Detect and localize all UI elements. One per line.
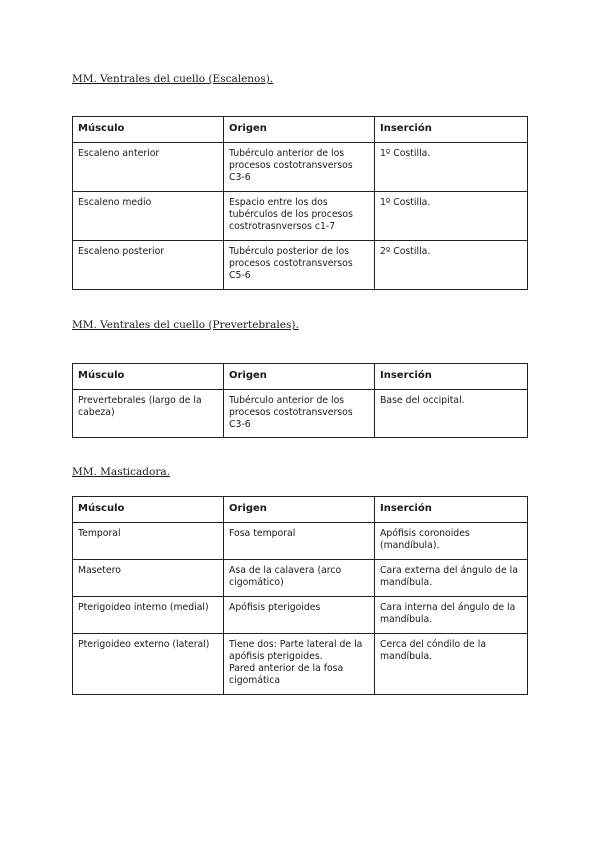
header-insercion: Inserción <box>375 364 528 390</box>
masticadora-table <box>72 496 528 695</box>
origen-line-2: Pared anterior de la fosa cigomática <box>229 663 344 686</box>
cell-musculo: Escaleno anterior <box>73 143 224 192</box>
cell-musculo: Escaleno posterior <box>73 241 224 290</box>
header-musculo: Músculo <box>73 497 224 523</box>
cell-insercion: 1º Costilla. <box>375 143 528 192</box>
section-title-escalenos: MM. Ventrales del cuello (Escalenos). <box>72 73 274 85</box>
cell-insercion: 1º Costilla. <box>375 192 528 241</box>
cell-origen: Tubérculo anterior de los procesos costotransversos C3-6 <box>224 143 375 192</box>
header-insercion: Inserción <box>375 117 528 143</box>
cell-musculo: Temporal <box>73 523 224 560</box>
cell-insercion: Cara externa del ángulo de la mandíbula. <box>375 560 528 597</box>
table-row <box>73 634 528 695</box>
table-header-row <box>73 117 528 143</box>
header-origen: Origen <box>224 117 375 143</box>
cell-origen: Tubérculo posterior de los procesos costotransversos C5-6 <box>224 241 375 290</box>
cell-insercion: Apófisis coronoides (mandíbula). <box>375 523 528 560</box>
escalenos-table <box>72 116 528 290</box>
table-row <box>73 597 528 634</box>
cell-insercion: Cara interna del ángulo de la mandíbula. <box>375 597 528 634</box>
table-header-row <box>73 364 528 390</box>
cell-musculo: Escaleno medio <box>73 192 224 241</box>
cell-origen: Tubérculo anterior de los procesos costotransversos C3-6 <box>224 390 375 438</box>
section-title-masticadora: MM. Masticadora. <box>72 466 170 478</box>
cell-musculo: Pterigoideo interno (medial) <box>73 597 224 634</box>
table-row <box>73 241 528 290</box>
table-row <box>73 560 528 597</box>
cell-origen: Espacio entre los dos tubérculos de los procesos costrotrasnversos c1-7 <box>224 192 375 241</box>
table-row <box>73 523 528 560</box>
table-row <box>73 390 528 438</box>
cell-musculo: Prevertebrales (largo de la cabeza) <box>73 390 224 438</box>
cell-musculo: Pterigoideo externo (lateral) <box>73 634 224 695</box>
table-header-row <box>73 497 528 523</box>
cell-origen: Asa de la calavera (arco cigomático) <box>224 560 375 597</box>
origen-line-1: Tiene dos: Parte lateral de la apófisis pterigoides. <box>229 639 363 662</box>
header-origen: Origen <box>224 364 375 390</box>
cell-insercion: 2º Costilla. <box>375 241 528 290</box>
header-musculo: Músculo <box>73 117 224 143</box>
prevertebrales-table <box>72 363 528 438</box>
cell-origen: Apófisis pterigoides <box>224 597 375 634</box>
cell-insercion: Base del occipital. <box>375 390 528 438</box>
table-row <box>73 143 528 192</box>
table-row <box>73 192 528 241</box>
header-origen: Origen <box>224 497 375 523</box>
cell-origen <box>224 634 375 695</box>
cell-musculo: Masetero <box>73 560 224 597</box>
section-title-prevertebrales: MM. Ventrales del cuello (Prevertebrales). <box>72 319 299 331</box>
header-insercion: Inserción <box>375 497 528 523</box>
cell-origen: Fosa temporal <box>224 523 375 560</box>
header-musculo: Músculo <box>73 364 224 390</box>
cell-insercion: Cerca del cóndilo de la mandíbula. <box>375 634 528 695</box>
